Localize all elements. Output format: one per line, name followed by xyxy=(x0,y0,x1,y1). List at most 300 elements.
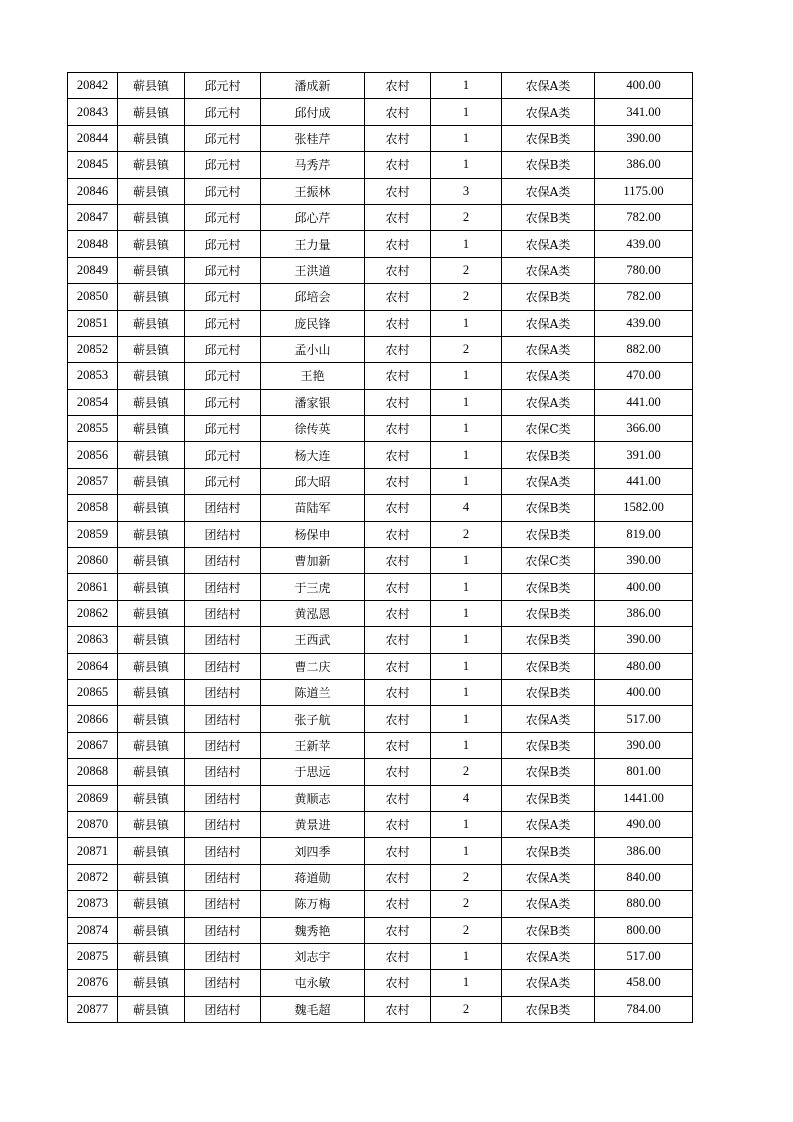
name-cell: 陈万梅 xyxy=(261,891,365,917)
village-cell: 团结村 xyxy=(185,653,261,679)
table-row xyxy=(68,521,693,547)
record-id-cell: 20857 xyxy=(68,468,118,494)
table-row xyxy=(68,99,693,125)
household-type-cell: 农村 xyxy=(365,996,431,1022)
category-cell: 农保B类 xyxy=(502,284,595,310)
household-type-cell: 农村 xyxy=(365,811,431,837)
village-cell: 团结村 xyxy=(185,970,261,996)
town-cell: 蕲县镇 xyxy=(118,231,185,257)
village-cell: 团结村 xyxy=(185,706,261,732)
category-cell: 农保A类 xyxy=(502,231,595,257)
name-cell: 王新苹 xyxy=(261,732,365,758)
amount-cell: 819.00 xyxy=(595,521,693,547)
member-count-cell: 2 xyxy=(431,891,502,917)
record-id-cell: 20847 xyxy=(68,204,118,230)
village-cell: 团结村 xyxy=(185,917,261,943)
record-id-cell: 20846 xyxy=(68,178,118,204)
household-type-cell: 农村 xyxy=(365,600,431,626)
name-cell: 王艳 xyxy=(261,363,365,389)
town-cell: 蕲县镇 xyxy=(118,495,185,521)
record-id-cell: 20867 xyxy=(68,732,118,758)
town-cell: 蕲县镇 xyxy=(118,653,185,679)
name-cell: 潘家银 xyxy=(261,389,365,415)
amount-cell: 386.00 xyxy=(595,152,693,178)
table-row xyxy=(68,627,693,653)
member-count-cell: 2 xyxy=(431,521,502,547)
member-count-cell: 1 xyxy=(431,125,502,151)
record-id-cell: 20845 xyxy=(68,152,118,178)
household-type-cell: 农村 xyxy=(365,284,431,310)
record-id-cell: 20866 xyxy=(68,706,118,732)
member-count-cell: 1 xyxy=(431,389,502,415)
category-cell: 农保A类 xyxy=(502,970,595,996)
household-type-cell: 农村 xyxy=(365,310,431,336)
town-cell: 蕲县镇 xyxy=(118,204,185,230)
amount-cell: 400.00 xyxy=(595,679,693,705)
village-cell: 邱元村 xyxy=(185,363,261,389)
member-count-cell: 1 xyxy=(431,838,502,864)
record-id-cell: 20864 xyxy=(68,653,118,679)
village-cell: 团结村 xyxy=(185,811,261,837)
member-count-cell: 1 xyxy=(431,943,502,969)
amount-cell: 880.00 xyxy=(595,891,693,917)
name-cell: 黄泓恩 xyxy=(261,600,365,626)
table-row xyxy=(68,416,693,442)
town-cell: 蕲县镇 xyxy=(118,336,185,362)
village-cell: 团结村 xyxy=(185,600,261,626)
category-cell: 农保B类 xyxy=(502,838,595,864)
name-cell: 魏毛超 xyxy=(261,996,365,1022)
village-cell: 团结村 xyxy=(185,943,261,969)
town-cell: 蕲县镇 xyxy=(118,759,185,785)
table-row xyxy=(68,864,693,890)
table-row xyxy=(68,284,693,310)
category-cell: 农保B类 xyxy=(502,996,595,1022)
amount-cell: 386.00 xyxy=(595,600,693,626)
name-cell: 马秀芹 xyxy=(261,152,365,178)
table-row xyxy=(68,495,693,521)
record-id-cell: 20859 xyxy=(68,521,118,547)
amount-cell: 517.00 xyxy=(595,943,693,969)
member-count-cell: 2 xyxy=(431,917,502,943)
village-cell: 邱元村 xyxy=(185,257,261,283)
table-row xyxy=(68,996,693,1022)
amount-cell: 840.00 xyxy=(595,864,693,890)
amount-cell: 780.00 xyxy=(595,257,693,283)
household-type-cell: 农村 xyxy=(365,336,431,362)
village-cell: 邱元村 xyxy=(185,336,261,362)
member-count-cell: 1 xyxy=(431,310,502,336)
table-row xyxy=(68,257,693,283)
record-id-cell: 20850 xyxy=(68,284,118,310)
table-row xyxy=(68,600,693,626)
amount-cell: 441.00 xyxy=(595,468,693,494)
amount-cell: 400.00 xyxy=(595,574,693,600)
table-row xyxy=(68,653,693,679)
category-cell: 农保B类 xyxy=(502,152,595,178)
household-type-cell: 农村 xyxy=(365,679,431,705)
member-count-cell: 1 xyxy=(431,627,502,653)
amount-cell: 480.00 xyxy=(595,653,693,679)
village-cell: 团结村 xyxy=(185,732,261,758)
amount-cell: 490.00 xyxy=(595,811,693,837)
town-cell: 蕲县镇 xyxy=(118,125,185,151)
record-id-cell: 20870 xyxy=(68,811,118,837)
household-type-cell: 农村 xyxy=(365,495,431,521)
town-cell: 蕲县镇 xyxy=(118,99,185,125)
amount-cell: 391.00 xyxy=(595,442,693,468)
town-cell: 蕲县镇 xyxy=(118,785,185,811)
relief-roster-table xyxy=(67,72,693,1023)
name-cell: 徐传英 xyxy=(261,416,365,442)
member-count-cell: 3 xyxy=(431,178,502,204)
town-cell: 蕲县镇 xyxy=(118,574,185,600)
town-cell: 蕲县镇 xyxy=(118,600,185,626)
table-row xyxy=(68,178,693,204)
record-id-cell: 20853 xyxy=(68,363,118,389)
household-type-cell: 农村 xyxy=(365,653,431,679)
household-type-cell: 农村 xyxy=(365,917,431,943)
name-cell: 孟小山 xyxy=(261,336,365,362)
village-cell: 邱元村 xyxy=(185,231,261,257)
amount-cell: 784.00 xyxy=(595,996,693,1022)
member-count-cell: 2 xyxy=(431,996,502,1022)
name-cell: 苗陆军 xyxy=(261,495,365,521)
category-cell: 农保B类 xyxy=(502,679,595,705)
town-cell: 蕲县镇 xyxy=(118,416,185,442)
table-row xyxy=(68,811,693,837)
town-cell: 蕲县镇 xyxy=(118,732,185,758)
category-cell: 农保C类 xyxy=(502,416,595,442)
record-id-cell: 20843 xyxy=(68,99,118,125)
amount-cell: 801.00 xyxy=(595,759,693,785)
name-cell: 屯永敏 xyxy=(261,970,365,996)
record-id-cell: 20844 xyxy=(68,125,118,151)
category-cell: 农保A类 xyxy=(502,363,595,389)
record-id-cell: 20863 xyxy=(68,627,118,653)
name-cell: 邱付成 xyxy=(261,99,365,125)
town-cell: 蕲县镇 xyxy=(118,679,185,705)
amount-cell: 800.00 xyxy=(595,917,693,943)
town-cell: 蕲县镇 xyxy=(118,257,185,283)
town-cell: 蕲县镇 xyxy=(118,627,185,653)
member-count-cell: 1 xyxy=(431,732,502,758)
town-cell: 蕲县镇 xyxy=(118,73,185,99)
member-count-cell: 1 xyxy=(431,548,502,574)
record-id-cell: 20855 xyxy=(68,416,118,442)
household-type-cell: 农村 xyxy=(365,574,431,600)
category-cell: 农保B类 xyxy=(502,653,595,679)
amount-cell: 782.00 xyxy=(595,204,693,230)
village-cell: 邱元村 xyxy=(185,310,261,336)
member-count-cell: 4 xyxy=(431,785,502,811)
table-row xyxy=(68,442,693,468)
village-cell: 邱元村 xyxy=(185,468,261,494)
table-row xyxy=(68,891,693,917)
table-row xyxy=(68,917,693,943)
town-cell: 蕲县镇 xyxy=(118,442,185,468)
record-id-cell: 20872 xyxy=(68,864,118,890)
category-cell: 农保B类 xyxy=(502,759,595,785)
record-id-cell: 20862 xyxy=(68,600,118,626)
town-cell: 蕲县镇 xyxy=(118,864,185,890)
category-cell: 农保A类 xyxy=(502,468,595,494)
town-cell: 蕲县镇 xyxy=(118,152,185,178)
town-cell: 蕲县镇 xyxy=(118,891,185,917)
member-count-cell: 1 xyxy=(431,600,502,626)
village-cell: 邱元村 xyxy=(185,99,261,125)
category-cell: 农保B类 xyxy=(502,627,595,653)
record-id-cell: 20851 xyxy=(68,310,118,336)
table-row xyxy=(68,125,693,151)
category-cell: 农保A类 xyxy=(502,864,595,890)
table-row xyxy=(68,548,693,574)
village-cell: 团结村 xyxy=(185,548,261,574)
town-cell: 蕲县镇 xyxy=(118,838,185,864)
member-count-cell: 1 xyxy=(431,970,502,996)
category-cell: 农保C类 xyxy=(502,548,595,574)
record-id-cell: 20848 xyxy=(68,231,118,257)
name-cell: 刘四季 xyxy=(261,838,365,864)
household-type-cell: 农村 xyxy=(365,732,431,758)
town-cell: 蕲县镇 xyxy=(118,996,185,1022)
name-cell: 黄顺志 xyxy=(261,785,365,811)
village-cell: 邱元村 xyxy=(185,416,261,442)
record-id-cell: 20860 xyxy=(68,548,118,574)
village-cell: 团结村 xyxy=(185,785,261,811)
member-count-cell: 2 xyxy=(431,204,502,230)
household-type-cell: 农村 xyxy=(365,785,431,811)
town-cell: 蕲县镇 xyxy=(118,468,185,494)
table-row xyxy=(68,73,693,99)
category-cell: 农保A类 xyxy=(502,706,595,732)
category-cell: 农保A类 xyxy=(502,257,595,283)
name-cell: 陈道兰 xyxy=(261,679,365,705)
name-cell: 邱大昭 xyxy=(261,468,365,494)
table-body xyxy=(68,73,693,1023)
member-count-cell: 2 xyxy=(431,284,502,310)
table-row xyxy=(68,759,693,785)
household-type-cell: 农村 xyxy=(365,152,431,178)
name-cell: 王振林 xyxy=(261,178,365,204)
category-cell: 农保A类 xyxy=(502,336,595,362)
household-type-cell: 农村 xyxy=(365,125,431,151)
member-count-cell: 1 xyxy=(431,416,502,442)
record-id-cell: 20865 xyxy=(68,679,118,705)
member-count-cell: 1 xyxy=(431,152,502,178)
town-cell: 蕲县镇 xyxy=(118,970,185,996)
name-cell: 于三虎 xyxy=(261,574,365,600)
name-cell: 庞民锋 xyxy=(261,310,365,336)
household-type-cell: 农村 xyxy=(365,706,431,732)
category-cell: 农保A类 xyxy=(502,811,595,837)
category-cell: 农保A类 xyxy=(502,99,595,125)
amount-cell: 390.00 xyxy=(595,548,693,574)
category-cell: 农保B类 xyxy=(502,574,595,600)
amount-cell: 1582.00 xyxy=(595,495,693,521)
household-type-cell: 农村 xyxy=(365,257,431,283)
member-count-cell: 1 xyxy=(431,706,502,732)
household-type-cell: 农村 xyxy=(365,970,431,996)
table-row xyxy=(68,152,693,178)
household-type-cell: 农村 xyxy=(365,99,431,125)
table-row xyxy=(68,468,693,494)
record-id-cell: 20856 xyxy=(68,442,118,468)
category-cell: 农保A类 xyxy=(502,310,595,336)
record-id-cell: 20875 xyxy=(68,943,118,969)
name-cell: 潘成新 xyxy=(261,73,365,99)
household-type-cell: 农村 xyxy=(365,204,431,230)
table-row xyxy=(68,679,693,705)
town-cell: 蕲县镇 xyxy=(118,706,185,732)
category-cell: 农保A类 xyxy=(502,178,595,204)
village-cell: 团结村 xyxy=(185,996,261,1022)
table-row xyxy=(68,310,693,336)
name-cell: 杨保申 xyxy=(261,521,365,547)
town-cell: 蕲县镇 xyxy=(118,943,185,969)
village-cell: 团结村 xyxy=(185,574,261,600)
member-count-cell: 1 xyxy=(431,231,502,257)
town-cell: 蕲县镇 xyxy=(118,310,185,336)
name-cell: 张桂芹 xyxy=(261,125,365,151)
household-type-cell: 农村 xyxy=(365,943,431,969)
village-cell: 邱元村 xyxy=(185,73,261,99)
table-row xyxy=(68,231,693,257)
member-count-cell: 1 xyxy=(431,574,502,600)
household-type-cell: 农村 xyxy=(365,389,431,415)
member-count-cell: 2 xyxy=(431,759,502,785)
town-cell: 蕲县镇 xyxy=(118,284,185,310)
amount-cell: 782.00 xyxy=(595,284,693,310)
household-type-cell: 农村 xyxy=(365,363,431,389)
amount-cell: 441.00 xyxy=(595,389,693,415)
name-cell: 王洪道 xyxy=(261,257,365,283)
category-cell: 农保B类 xyxy=(502,917,595,943)
amount-cell: 390.00 xyxy=(595,732,693,758)
record-id-cell: 20873 xyxy=(68,891,118,917)
member-count-cell: 1 xyxy=(431,811,502,837)
name-cell: 蒋道勋 xyxy=(261,864,365,890)
amount-cell: 1175.00 xyxy=(595,178,693,204)
village-cell: 邱元村 xyxy=(185,442,261,468)
table-row xyxy=(68,943,693,969)
record-id-cell: 20852 xyxy=(68,336,118,362)
record-id-cell: 20854 xyxy=(68,389,118,415)
amount-cell: 1441.00 xyxy=(595,785,693,811)
town-cell: 蕲县镇 xyxy=(118,389,185,415)
amount-cell: 366.00 xyxy=(595,416,693,442)
village-cell: 团结村 xyxy=(185,759,261,785)
amount-cell: 390.00 xyxy=(595,627,693,653)
village-cell: 邱元村 xyxy=(185,178,261,204)
village-cell: 团结村 xyxy=(185,627,261,653)
village-cell: 团结村 xyxy=(185,679,261,705)
village-cell: 邱元村 xyxy=(185,125,261,151)
village-cell: 邱元村 xyxy=(185,152,261,178)
table-row xyxy=(68,389,693,415)
amount-cell: 882.00 xyxy=(595,336,693,362)
town-cell: 蕲县镇 xyxy=(118,178,185,204)
table-row xyxy=(68,732,693,758)
village-cell: 团结村 xyxy=(185,864,261,890)
name-cell: 曹二庆 xyxy=(261,653,365,679)
household-type-cell: 农村 xyxy=(365,627,431,653)
record-id-cell: 20842 xyxy=(68,73,118,99)
member-count-cell: 2 xyxy=(431,257,502,283)
name-cell: 张子航 xyxy=(261,706,365,732)
name-cell: 曹加新 xyxy=(261,548,365,574)
member-count-cell: 2 xyxy=(431,336,502,362)
village-cell: 团结村 xyxy=(185,838,261,864)
category-cell: 农保A类 xyxy=(502,943,595,969)
amount-cell: 341.00 xyxy=(595,99,693,125)
town-cell: 蕲县镇 xyxy=(118,917,185,943)
amount-cell: 439.00 xyxy=(595,231,693,257)
record-id-cell: 20874 xyxy=(68,917,118,943)
household-type-cell: 农村 xyxy=(365,231,431,257)
table-row xyxy=(68,574,693,600)
household-type-cell: 农村 xyxy=(365,521,431,547)
name-cell: 王西武 xyxy=(261,627,365,653)
household-type-cell: 农村 xyxy=(365,468,431,494)
household-type-cell: 农村 xyxy=(365,548,431,574)
name-cell: 邱培会 xyxy=(261,284,365,310)
amount-cell: 390.00 xyxy=(595,125,693,151)
household-type-cell: 农村 xyxy=(365,864,431,890)
household-type-cell: 农村 xyxy=(365,838,431,864)
record-id-cell: 20868 xyxy=(68,759,118,785)
record-id-cell: 20876 xyxy=(68,970,118,996)
household-type-cell: 农村 xyxy=(365,442,431,468)
table-row xyxy=(68,204,693,230)
member-count-cell: 2 xyxy=(431,864,502,890)
record-id-cell: 20877 xyxy=(68,996,118,1022)
name-cell: 于思远 xyxy=(261,759,365,785)
amount-cell: 470.00 xyxy=(595,363,693,389)
member-count-cell: 1 xyxy=(431,442,502,468)
amount-cell: 458.00 xyxy=(595,970,693,996)
member-count-cell: 1 xyxy=(431,73,502,99)
household-type-cell: 农村 xyxy=(365,178,431,204)
name-cell: 黄景进 xyxy=(261,811,365,837)
name-cell: 魏秀艳 xyxy=(261,917,365,943)
table-row xyxy=(68,706,693,732)
member-count-cell: 1 xyxy=(431,679,502,705)
table-row xyxy=(68,336,693,362)
amount-cell: 386.00 xyxy=(595,838,693,864)
member-count-cell: 1 xyxy=(431,653,502,679)
village-cell: 团结村 xyxy=(185,521,261,547)
member-count-cell: 1 xyxy=(431,468,502,494)
category-cell: 农保B类 xyxy=(502,600,595,626)
town-cell: 蕲县镇 xyxy=(118,548,185,574)
category-cell: 农保A类 xyxy=(502,389,595,415)
table-row xyxy=(68,363,693,389)
village-cell: 邱元村 xyxy=(185,389,261,415)
member-count-cell: 1 xyxy=(431,99,502,125)
record-id-cell: 20858 xyxy=(68,495,118,521)
category-cell: 农保A类 xyxy=(502,73,595,99)
household-type-cell: 农村 xyxy=(365,891,431,917)
village-cell: 邱元村 xyxy=(185,284,261,310)
category-cell: 农保B类 xyxy=(502,521,595,547)
category-cell: 农保B类 xyxy=(502,732,595,758)
village-cell: 邱元村 xyxy=(185,204,261,230)
town-cell: 蕲县镇 xyxy=(118,521,185,547)
record-id-cell: 20869 xyxy=(68,785,118,811)
village-cell: 团结村 xyxy=(185,891,261,917)
category-cell: 农保B类 xyxy=(502,204,595,230)
